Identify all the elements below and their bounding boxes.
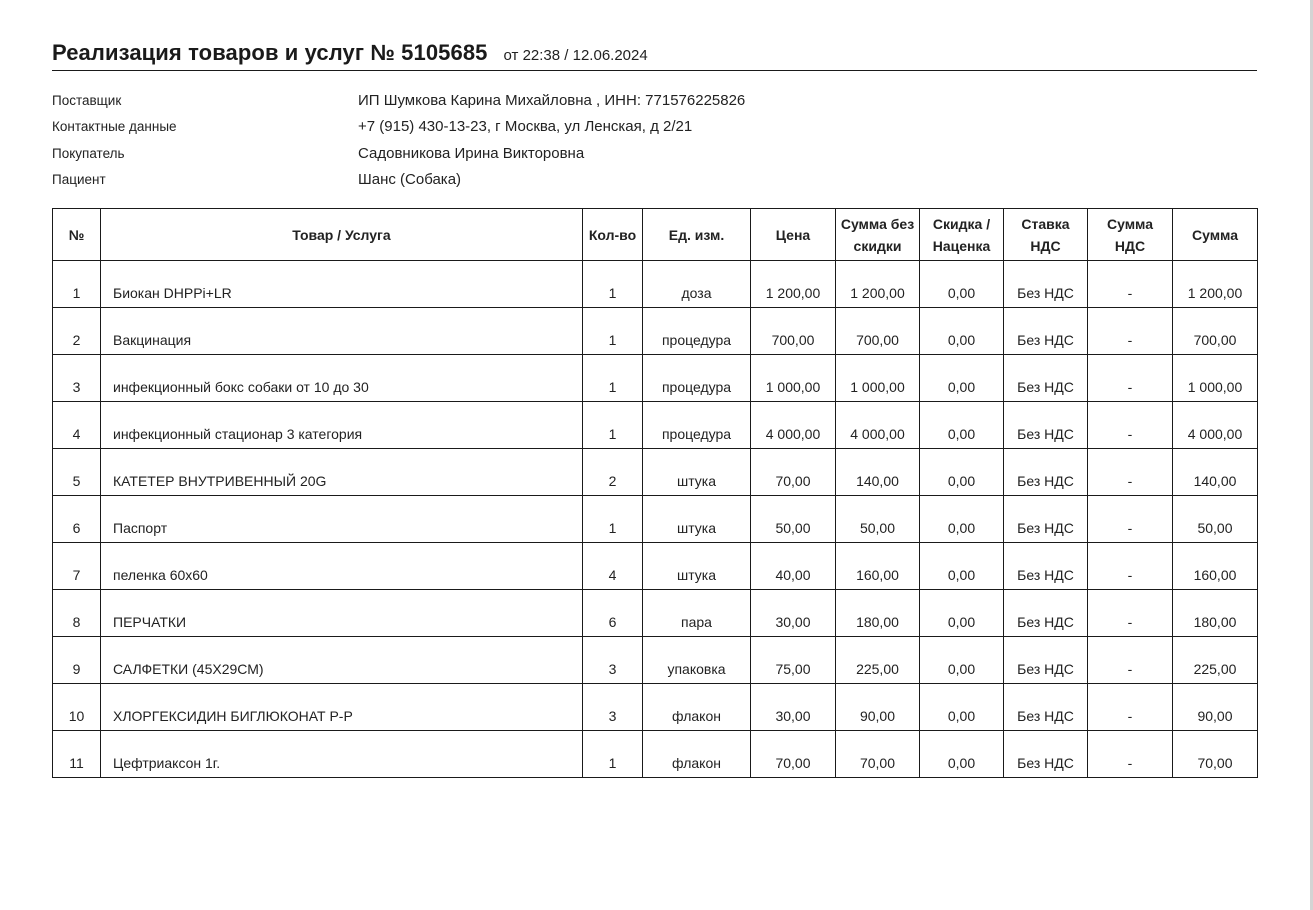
table-row bbox=[53, 496, 1258, 543]
cell-discount: 0,00 bbox=[920, 449, 1004, 496]
cell-unit: штука bbox=[643, 496, 751, 543]
cell-vat-rate: Без НДС bbox=[1004, 590, 1088, 637]
cell-num: 8 bbox=[53, 590, 101, 637]
cell-unit: процедура bbox=[643, 355, 751, 402]
cell-vat-rate: Без НДС bbox=[1004, 261, 1088, 308]
cell-sum-no-discount: 225,00 bbox=[836, 637, 920, 684]
cell-total: 225,00 bbox=[1173, 637, 1258, 684]
cell-price: 50,00 bbox=[751, 496, 836, 543]
cell-qty: 3 bbox=[583, 684, 643, 731]
cell-vat-sum: - bbox=[1088, 590, 1173, 637]
col-header-qty: Кол-во bbox=[583, 209, 643, 261]
cell-vat-sum: - bbox=[1088, 449, 1173, 496]
cell-discount: 0,00 bbox=[920, 355, 1004, 402]
cell-qty: 1 bbox=[583, 355, 643, 402]
cell-total: 160,00 bbox=[1173, 543, 1258, 590]
cell-sum-no-discount: 70,00 bbox=[836, 731, 920, 778]
cell-num: 2 bbox=[53, 308, 101, 355]
cell-total: 50,00 bbox=[1173, 496, 1258, 543]
info-row-supplier bbox=[52, 87, 1257, 114]
cell-unit: штука bbox=[643, 543, 751, 590]
cell-discount: 0,00 bbox=[920, 637, 1004, 684]
cell-num: 5 bbox=[53, 449, 101, 496]
cell-num: 7 bbox=[53, 543, 101, 590]
cell-item-name: ПЕРЧАТКИ bbox=[101, 590, 583, 637]
cell-item-name: Вакцинация bbox=[101, 308, 583, 355]
cell-num: 3 bbox=[53, 355, 101, 402]
cell-num: 1 bbox=[53, 261, 101, 308]
cell-qty: 1 bbox=[583, 402, 643, 449]
col-header-item: Товар / Услуга bbox=[101, 209, 583, 261]
cell-qty: 2 bbox=[583, 449, 643, 496]
info-label: Контактные данные bbox=[52, 119, 177, 135]
cell-vat-rate: Без НДС bbox=[1004, 496, 1088, 543]
cell-discount: 0,00 bbox=[920, 731, 1004, 778]
info-row-buyer bbox=[52, 140, 1257, 167]
cell-discount: 0,00 bbox=[920, 308, 1004, 355]
col-header-total: Сумма bbox=[1173, 209, 1258, 261]
cell-price: 700,00 bbox=[751, 308, 836, 355]
cell-total: 1 200,00 bbox=[1173, 261, 1258, 308]
table-header-row bbox=[53, 209, 1258, 261]
cell-qty: 1 bbox=[583, 261, 643, 308]
info-row-contacts bbox=[52, 114, 1257, 141]
cell-discount: 0,00 bbox=[920, 261, 1004, 308]
cell-num: 4 bbox=[53, 402, 101, 449]
cell-total: 700,00 bbox=[1173, 308, 1258, 355]
col-header-vat-sum: Сумма НДС bbox=[1088, 209, 1173, 261]
info-value: ИП Шумкова Карина Михайловна , ИНН: 771576225826 bbox=[358, 91, 746, 109]
cell-qty: 3 bbox=[583, 637, 643, 684]
cell-vat-rate: Без НДС bbox=[1004, 637, 1088, 684]
info-value: Садовникова Ирина Викторовна bbox=[358, 144, 585, 162]
cell-sum-no-discount: 140,00 bbox=[836, 449, 920, 496]
cell-vat-rate: Без НДС bbox=[1004, 355, 1088, 402]
cell-sum-no-discount: 180,00 bbox=[836, 590, 920, 637]
cell-vat-rate: Без НДС bbox=[1004, 543, 1088, 590]
document-header bbox=[52, 40, 1257, 71]
cell-item-name: инфекционный стационар 3 категория bbox=[101, 402, 583, 449]
cell-vat-rate: Без НДС bbox=[1004, 308, 1088, 355]
table-row bbox=[53, 543, 1258, 590]
cell-sum-no-discount: 50,00 bbox=[836, 496, 920, 543]
items-table bbox=[52, 208, 1258, 778]
cell-unit: флакон bbox=[643, 731, 751, 778]
table-row bbox=[53, 308, 1258, 355]
col-header-sum-no-discount: Сумма без скидки bbox=[836, 209, 920, 261]
cell-total: 140,00 bbox=[1173, 449, 1258, 496]
info-value: +7 (915) 430-13-23, г Москва, ул Ленская, д 2/21 bbox=[358, 118, 693, 136]
cell-unit: флакон bbox=[643, 684, 751, 731]
cell-vat-sum: - bbox=[1088, 637, 1173, 684]
cell-item-name: ХЛОРГЕКСИДИН БИГЛЮКОНАТ Р-Р bbox=[101, 684, 583, 731]
table-row bbox=[53, 590, 1258, 637]
table-row bbox=[53, 731, 1258, 778]
cell-num: 9 bbox=[53, 637, 101, 684]
col-header-unit: Ед. изм. bbox=[643, 209, 751, 261]
cell-price: 75,00 bbox=[751, 637, 836, 684]
invoice-sheet bbox=[52, 40, 1257, 778]
cell-total: 4 000,00 bbox=[1173, 402, 1258, 449]
cell-vat-sum: - bbox=[1088, 731, 1173, 778]
col-header-num: № bbox=[53, 209, 101, 261]
table-row bbox=[53, 449, 1258, 496]
cell-item-name: КАТЕТЕР ВНУТРИВЕННЫЙ 20G bbox=[101, 449, 583, 496]
cell-price: 30,00 bbox=[751, 590, 836, 637]
table-body bbox=[53, 261, 1258, 778]
cell-vat-sum: - bbox=[1088, 496, 1173, 543]
cell-vat-rate: Без НДС bbox=[1004, 684, 1088, 731]
cell-qty: 1 bbox=[583, 308, 643, 355]
info-label: Пациент bbox=[52, 172, 106, 188]
info-label: Поставщик bbox=[52, 92, 122, 108]
cell-qty: 1 bbox=[583, 496, 643, 543]
cell-sum-no-discount: 90,00 bbox=[836, 684, 920, 731]
cell-unit: упаковка bbox=[643, 637, 751, 684]
cell-unit: доза bbox=[643, 261, 751, 308]
cell-total: 180,00 bbox=[1173, 590, 1258, 637]
cell-sum-no-discount: 1 200,00 bbox=[836, 261, 920, 308]
cell-sum-no-discount: 1 000,00 bbox=[836, 355, 920, 402]
col-header-vat-rate: Ставка НДС bbox=[1004, 209, 1088, 261]
cell-discount: 0,00 bbox=[920, 402, 1004, 449]
cell-unit: процедура bbox=[643, 402, 751, 449]
cell-item-name: пеленка 60х60 bbox=[101, 543, 583, 590]
document-date: от 22:38 / 12.06.2024 bbox=[503, 47, 648, 64]
cell-price: 1 200,00 bbox=[751, 261, 836, 308]
cell-sum-no-discount: 160,00 bbox=[836, 543, 920, 590]
cell-price: 70,00 bbox=[751, 731, 836, 778]
cell-discount: 0,00 bbox=[920, 684, 1004, 731]
cell-total: 70,00 bbox=[1173, 731, 1258, 778]
cell-sum-no-discount: 4 000,00 bbox=[836, 402, 920, 449]
table-row bbox=[53, 684, 1258, 731]
party-info bbox=[52, 87, 1257, 193]
cell-qty: 4 bbox=[583, 543, 643, 590]
cell-total: 1 000,00 bbox=[1173, 355, 1258, 402]
cell-item-name: Биокан DHPPi+LR bbox=[101, 261, 583, 308]
cell-vat-rate: Без НДС bbox=[1004, 449, 1088, 496]
table-row bbox=[53, 261, 1258, 308]
cell-discount: 0,00 bbox=[920, 543, 1004, 590]
cell-unit: пара bbox=[643, 590, 751, 637]
cell-item-name: Паспорт bbox=[101, 496, 583, 543]
cell-item-name: САЛФЕТКИ (45Х29СМ) bbox=[101, 637, 583, 684]
cell-price: 70,00 bbox=[751, 449, 836, 496]
cell-vat-sum: - bbox=[1088, 402, 1173, 449]
cell-total: 90,00 bbox=[1173, 684, 1258, 731]
cell-price: 1 000,00 bbox=[751, 355, 836, 402]
cell-vat-sum: - bbox=[1088, 684, 1173, 731]
table-row bbox=[53, 402, 1258, 449]
cell-num: 6 bbox=[53, 496, 101, 543]
cell-discount: 0,00 bbox=[920, 590, 1004, 637]
cell-vat-rate: Без НДС bbox=[1004, 402, 1088, 449]
cell-vat-rate: Без НДС bbox=[1004, 731, 1088, 778]
table-row bbox=[53, 637, 1258, 684]
cell-vat-sum: - bbox=[1088, 308, 1173, 355]
cell-price: 40,00 bbox=[751, 543, 836, 590]
cell-num: 11 bbox=[53, 731, 101, 778]
col-header-discount: Скидка / Наценка bbox=[920, 209, 1004, 261]
col-header-price: Цена bbox=[751, 209, 836, 261]
cell-discount: 0,00 bbox=[920, 496, 1004, 543]
cell-price: 4 000,00 bbox=[751, 402, 836, 449]
cell-vat-sum: - bbox=[1088, 355, 1173, 402]
cell-vat-sum: - bbox=[1088, 261, 1173, 308]
cell-qty: 6 bbox=[583, 590, 643, 637]
info-value: Шанс (Собака) bbox=[358, 171, 462, 189]
cell-item-name: Цефтриаксон 1г. bbox=[101, 731, 583, 778]
cell-price: 30,00 bbox=[751, 684, 836, 731]
cell-unit: штука bbox=[643, 449, 751, 496]
cell-qty: 1 bbox=[583, 731, 643, 778]
cell-num: 10 bbox=[53, 684, 101, 731]
info-label: Покупатель bbox=[52, 145, 125, 161]
table-row bbox=[53, 355, 1258, 402]
cell-unit: процедура bbox=[643, 308, 751, 355]
document-title: Реализация товаров и услуг № 5105685 bbox=[52, 40, 488, 65]
cell-vat-sum: - bbox=[1088, 543, 1173, 590]
cell-sum-no-discount: 700,00 bbox=[836, 308, 920, 355]
info-row-patient bbox=[52, 167, 1257, 194]
cell-item-name: инфекционный бокс собаки от 10 до 30 bbox=[101, 355, 583, 402]
